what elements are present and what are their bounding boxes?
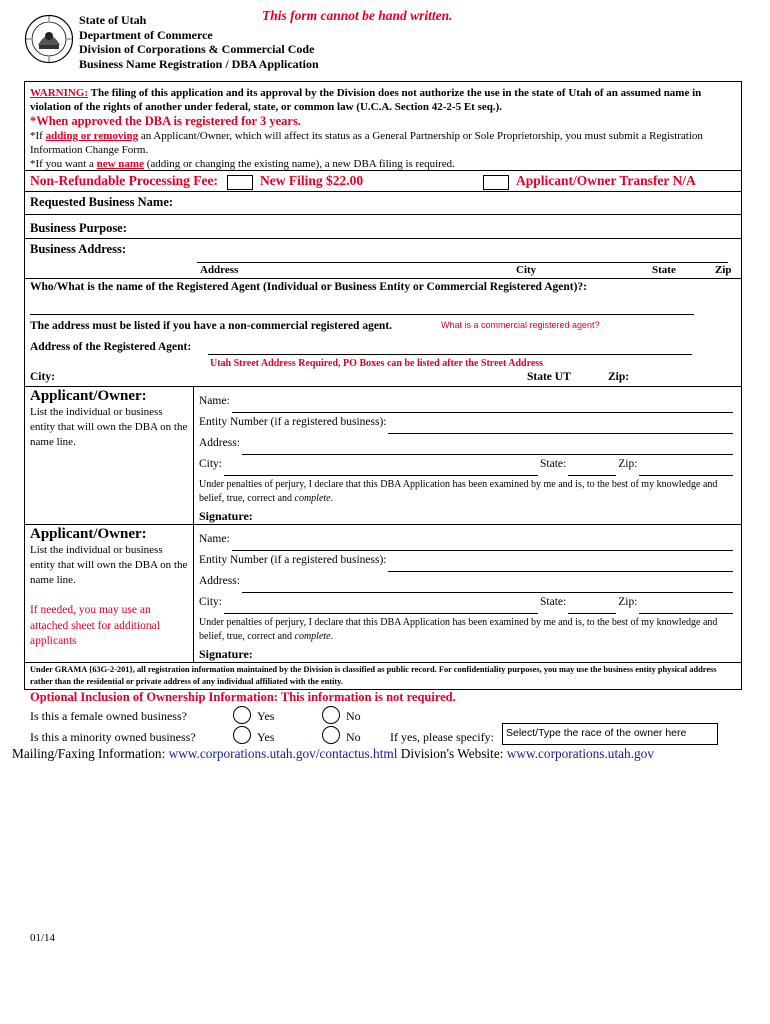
female-no-radio[interactable] (322, 706, 340, 724)
applicant2-city-input[interactable] (224, 596, 538, 614)
new-filing-checkbox[interactable] (227, 175, 253, 190)
applicant1-name-label: Name: (199, 395, 230, 407)
minority-yes-label: Yes (257, 730, 275, 744)
warning-block (30, 86, 730, 171)
applicant1-state-input[interactable] (568, 458, 616, 476)
new-filing-label: New Filing $22.00 (260, 173, 364, 188)
business-name-label: Requested Business Name: (30, 195, 174, 209)
applicant2-title: Applicant/Owner: (30, 526, 147, 542)
agent-non-commercial: The address must be listed if you have a non-commercial registered agent. (30, 320, 393, 332)
form-title: Business Name Registration / DBA Application (79, 56, 319, 71)
revision-date: 01/14 (30, 932, 56, 944)
applicant1-perjury-text: Under penalties of perjury, I declare that this DBA Application has been examined by me and is, to the best of my knowledge and belief, true, correct and (199, 479, 718, 504)
commercial-agent-link[interactable]: What is a commercial registered agent? (441, 320, 600, 330)
applicant2-fields (199, 533, 735, 617)
grama-notice: Under GRAMA {63G-2-201}, all registration information maintained by the Division is classified as public record. For confidentiality purposes, you may use the business entity physical address rather than the residential or private address of any individual affiliated with the entity. (30, 665, 717, 686)
applicant2-perjury-text: Under penalties of perjury, I declare that this DBA Application has been examined by me and is, to the best of my knowledge and belief, true, correct and (199, 617, 718, 642)
col-zip: Zip (715, 264, 732, 276)
col-address: Address (200, 264, 239, 276)
applicant2-name-input[interactable] (232, 533, 733, 551)
street-address-note: Utah Street Address Required, PO Boxes can be listed after the Street Address (210, 358, 544, 369)
applicant1-instructions: List the individual or business entity that will own the DBA on the name line. (30, 406, 188, 448)
applicant2-instructions: List the individual or business entity that will own the DBA on the name line. (30, 544, 188, 586)
new-name-prefix: *If you want a (30, 158, 97, 170)
applicant1-entity-input[interactable] (388, 416, 733, 434)
minority-no-radio[interactable] (322, 726, 340, 744)
race-select[interactable] (502, 723, 718, 745)
minority-question: Is this a minority owned business? (30, 730, 196, 744)
agent-zip-label: Zip: (608, 371, 630, 383)
applicant2-address-label: Address: (199, 575, 240, 587)
website-label: Division's Website: (397, 746, 507, 761)
footer-links (12, 746, 762, 762)
applicant2-zip-label: Zip: (618, 596, 638, 608)
applicant2-name-label: Name: (199, 533, 230, 545)
applicant1-address-label: Address: (199, 437, 240, 449)
applicant1-title: Applicant/Owner: (30, 388, 147, 404)
state-seal-icon (24, 14, 74, 64)
warning-label: WARNING: (30, 87, 89, 99)
new-name-suffix: (adding or changing the existing name), a new DBA filing is required. (143, 158, 455, 170)
applicant2-city-label: City: (199, 596, 223, 608)
business-address-label: Business Address: (30, 242, 126, 256)
transfer-checkbox[interactable] (483, 175, 509, 190)
business-purpose-label: Business Purpose: (30, 221, 127, 235)
mailing-label: Mailing/Faxing Information: (12, 746, 169, 761)
race-select-placeholder: Select/Type the race of the owner here (506, 727, 687, 739)
applicant1-entity-label: Entity Number (if a registered business): (199, 416, 387, 428)
header-state: State of Utah (79, 13, 147, 27)
adding-prefix: *If (30, 130, 46, 142)
fee-label: Non-Refundable Processing Fee: (30, 173, 218, 188)
specify-label: If yes, please specify: (390, 730, 494, 744)
female-yes-radio[interactable] (233, 706, 251, 724)
applicant1-name-input[interactable] (232, 395, 733, 413)
minority-no-label: No (346, 730, 361, 744)
applicant2-perjury-complete: complete (294, 631, 331, 642)
female-yes-label: Yes (257, 709, 275, 723)
col-city: City (516, 264, 537, 276)
applicant1-address-input[interactable] (242, 437, 733, 455)
transfer-label: Applicant/Owner Transfer N/A (516, 173, 696, 188)
adding-suffix: an Applicant/Owner, which will affect its status as a General Partnership or Sole Proprietorship, you must submit a Registration Information Change Form. (30, 130, 703, 156)
agent-name-line[interactable] (30, 314, 694, 315)
applicant1-city-label: City: (199, 458, 223, 470)
female-question: Is this a female owned business? (30, 709, 187, 723)
when-approved: *When approved the DBA is registered for 3 years. (30, 114, 301, 128)
website-url-link[interactable]: www.corporations.utah.gov (506, 746, 654, 761)
agent-state-label: State UT (527, 371, 571, 383)
minority-yes-radio[interactable] (233, 726, 251, 744)
adding-removing-link[interactable]: adding or removing (45, 130, 139, 142)
applicant1-signature: Signature: (199, 509, 253, 523)
mailing-url-link[interactable]: www.corporations.utah.gov/contactus.html (168, 746, 398, 761)
agent-address-label: Address of the Registered Agent: (30, 341, 192, 353)
applicant2-entity-label: Entity Number (if a registered business): (199, 554, 387, 566)
applicant2-state-label: State: (540, 596, 567, 608)
applicant2-extra-note: If needed, you may use an attached sheet for additional applicants (30, 604, 160, 647)
applicant2-state-input[interactable] (568, 596, 616, 614)
applicant2-perjury: Under penalties of perjury, I declare that this DBA Application has been examined by me and is, to the best of my knowledge and belief, true, correct and complete. (199, 617, 718, 642)
header-division: Division of Corporations & Commercial Code (79, 42, 315, 56)
applicant2-zip-input[interactable] (639, 596, 733, 614)
ownership-title: Optional Inclusion of Ownership Information: This information is not required. (30, 690, 456, 704)
applicant2-entity-input[interactable] (388, 554, 733, 572)
applicant2-address-input[interactable] (242, 575, 733, 593)
applicant1-state-label: State: (540, 458, 567, 470)
handwritten-notice: This form cannot be hand written. (262, 8, 453, 23)
applicant1-fields (199, 395, 735, 479)
applicant2-signature: Signature: (199, 647, 253, 661)
header-department: Department of Commerce (79, 27, 213, 42)
warning-text: The filing of this application and its approval by the Division does not authorize the use in the state of Utah of an assumed name in violation of the rights of another under federal, state, or common law (U.C.A. Section 42-2-5 Et seq.). (30, 87, 702, 113)
applicant1-city-input[interactable] (224, 458, 538, 476)
agent-address-line[interactable] (208, 354, 692, 355)
applicant1-zip-label: Zip: (618, 458, 638, 470)
applicant1-perjury: Under penalties of perjury, I declare that this DBA Application has been examined by me and is, to the best of my knowledge and belief, true, correct and complete. (199, 479, 718, 504)
agent-question: Who/What is the name of the Registered Agent (Individual or Business Entity or Commercial Registered Agent)?: (30, 281, 587, 293)
new-name-link[interactable]: new name (96, 158, 144, 170)
applicant1-perjury-complete: complete (294, 493, 331, 504)
applicant1-zip-input[interactable] (639, 458, 733, 476)
col-state: State (652, 264, 676, 276)
female-no-label: No (346, 709, 361, 723)
agent-city-label: City: (30, 371, 55, 383)
business-address-line[interactable] (197, 262, 728, 263)
